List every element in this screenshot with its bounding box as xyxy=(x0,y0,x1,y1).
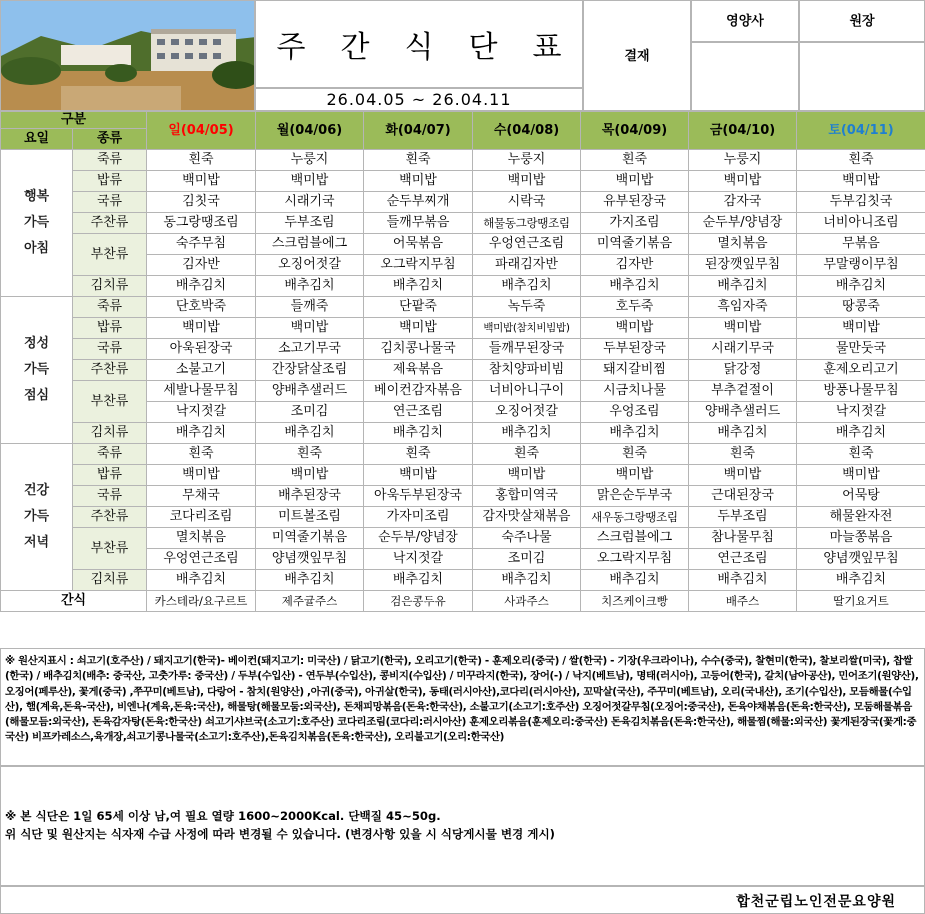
menu-item: 땅콩죽 xyxy=(797,297,925,318)
menu-item: 홍합미역국 xyxy=(473,486,581,507)
menu-item: 배추김치 xyxy=(147,423,256,444)
menu-item: 낙지젓갈 xyxy=(364,549,473,570)
menu-item: 우엉연근조림 xyxy=(147,549,256,570)
menu-item: 백미밥 xyxy=(256,171,364,192)
menu-item: 우엉연근조림 xyxy=(473,234,581,255)
menu-item: 유부된장국 xyxy=(581,192,689,213)
meal-row xyxy=(1,570,925,591)
menu-item: 미역줄기볶음 xyxy=(581,234,689,255)
menu-item: 가자미조림 xyxy=(364,507,473,528)
menu-item: 스크럼블에그 xyxy=(581,528,689,549)
header-photo xyxy=(0,0,255,111)
menu-item: 배추김치 xyxy=(689,423,797,444)
menu-item: 배추김치 xyxy=(797,276,925,297)
title-char: 주 xyxy=(276,30,306,65)
meal-row xyxy=(1,444,925,465)
menu-item: 두부조림 xyxy=(256,213,364,234)
change-note: 위 식단 및 원산지는 식자재 수급 사정에 따라 변경될 수 있습니다. (변경사항 있을 시 식당게시물 변경 게시) xyxy=(5,827,555,841)
menu-item: 흰죽 xyxy=(581,444,689,465)
day-header: 화(04/07) xyxy=(364,112,473,150)
nutrition-note: ※ 본 식단은 1일 65세 이상 남,여 필요 열량 1600~2000Kcal. 단백질 45~50g. xyxy=(5,809,441,823)
title-char: 단 xyxy=(468,30,498,65)
meal-row xyxy=(1,171,925,192)
menu-item: 누룽지 xyxy=(256,150,364,171)
meal-name-line: 건강 xyxy=(23,483,50,498)
menu-item: 백미밥 xyxy=(581,318,689,339)
meal-name-line: 가득 xyxy=(23,509,50,524)
menu-item: 양배추샐러드 xyxy=(689,402,797,423)
snack-item: 제주귤주스 xyxy=(256,591,364,612)
day-header: 목(04/09) xyxy=(581,112,689,150)
category-label: 김치류 xyxy=(73,423,147,444)
day-header: 월(04/06) xyxy=(256,112,364,150)
meal-name-line: 저녁 xyxy=(23,535,50,550)
day-header: 금(04/10) xyxy=(689,112,797,150)
header-group: 구분 xyxy=(1,112,147,129)
menu-item: 배추김치 xyxy=(364,423,473,444)
menu-item: 돼지갈비찜 xyxy=(581,360,689,381)
meal-row xyxy=(1,507,925,528)
category-label: 국류 xyxy=(73,486,147,507)
category-label: 주찬류 xyxy=(73,213,147,234)
meal-row xyxy=(1,192,925,213)
menu-item: 두부김칫국 xyxy=(797,192,925,213)
menu-item: 무말랭이무침 xyxy=(797,255,925,276)
menu-item: 연근조림 xyxy=(689,549,797,570)
header-meal-time: 요일 xyxy=(1,129,73,150)
meal-name-line: 아침 xyxy=(23,241,50,256)
menu-item: 소고기무국 xyxy=(256,339,364,360)
menu-item: 멸치볶음 xyxy=(147,528,256,549)
menu-item: 백미밥 xyxy=(256,318,364,339)
menu-item: 감자맛살채볶음 xyxy=(473,507,581,528)
menu-item: 배추김치 xyxy=(364,570,473,591)
menu-item: 백미밥 xyxy=(797,465,925,486)
menu-item: 백미밥 xyxy=(797,318,925,339)
footer-row xyxy=(0,886,925,914)
category-label: 부찬류 xyxy=(73,234,147,276)
menu-item: 두부조림 xyxy=(689,507,797,528)
menu-item: 베이컨감자볶음 xyxy=(364,381,473,402)
menu-item: 시금치나물 xyxy=(581,381,689,402)
category-label: 주찬류 xyxy=(73,360,147,381)
menu-item: 양념깻잎무침 xyxy=(256,549,364,570)
approval-label: 결재 xyxy=(583,0,691,111)
menu-item: 마늘쫑볶음 xyxy=(797,528,925,549)
menu-item: 순두부/양념장 xyxy=(364,528,473,549)
menu-item: 흰죽 xyxy=(147,150,256,171)
menu-item: 너비아니구이 xyxy=(473,381,581,402)
menu-item: 간장닭살조림 xyxy=(256,360,364,381)
menu-item: 배추된장국 xyxy=(256,486,364,507)
menu-item: 시락국 xyxy=(473,192,581,213)
menu-item: 배추김치 xyxy=(364,276,473,297)
menu-item: 배추김치 xyxy=(581,423,689,444)
menu-item: 배추김치 xyxy=(473,570,581,591)
meal-row xyxy=(1,213,925,234)
menu-item: 배추김치 xyxy=(689,276,797,297)
menu-item: 참치양파비빔 xyxy=(473,360,581,381)
menu-item: 배추김치 xyxy=(147,276,256,297)
menu-item: 흰죽 xyxy=(256,444,364,465)
snack-item: 치즈케이크빵 xyxy=(581,591,689,612)
menu-item: 멸치볶음 xyxy=(689,234,797,255)
menu-item: 된장깻잎무침 xyxy=(689,255,797,276)
meal-row xyxy=(1,465,925,486)
menu-item: 누룽지 xyxy=(689,150,797,171)
menu-item: 무볶음 xyxy=(797,234,925,255)
menu-item: 김칫국 xyxy=(147,192,256,213)
building-illustration xyxy=(1,1,255,111)
menu-item: 배추김치 xyxy=(797,423,925,444)
menu-item: 배추김치 xyxy=(581,276,689,297)
menu-item: 오그락지무침 xyxy=(581,549,689,570)
menu-item: 흰죽 xyxy=(364,444,473,465)
day-header: 토(04/11) xyxy=(797,112,925,150)
header-row-top xyxy=(1,112,925,129)
menu-item: 양배추샐러드 xyxy=(256,381,364,402)
menu-item: 어묵볶음 xyxy=(364,234,473,255)
menu-item: 들깨무된장국 xyxy=(473,339,581,360)
menu-item: 해물완자전 xyxy=(797,507,925,528)
menu-item: 오징어젓갈 xyxy=(256,255,364,276)
title-char: 식 xyxy=(404,30,434,65)
meal-row xyxy=(1,150,925,171)
menu-item: 배추김치 xyxy=(147,570,256,591)
category-label: 죽류 xyxy=(73,297,147,318)
menu-item: 세발나물무침 xyxy=(147,381,256,402)
menu-item: 배추김치 xyxy=(256,423,364,444)
meal-name-line: 가득 xyxy=(23,215,50,230)
menu-item: 누룽지 xyxy=(473,150,581,171)
meal-row xyxy=(1,486,925,507)
category-label: 죽류 xyxy=(73,444,147,465)
menu-item: 새우동그랑땡조림 xyxy=(581,507,689,528)
menu-item: 부추겉절이 xyxy=(689,381,797,402)
menu-item: 연근조림 xyxy=(364,402,473,423)
meal-row xyxy=(1,528,925,549)
menu-item: 오그락지무침 xyxy=(364,255,473,276)
menu-item: 김자반 xyxy=(147,255,256,276)
director-label: 원장 xyxy=(799,0,925,42)
nutritionist-label: 영양사 xyxy=(691,0,799,42)
menu-item: 코다리조림 xyxy=(147,507,256,528)
category-label: 김치류 xyxy=(73,276,147,297)
menu-item: 백미밥 xyxy=(473,465,581,486)
menu-item: 배추김치 xyxy=(256,276,364,297)
origin-notice: ※ 원산지표시 : 쇠고기(호주산) / 돼지고기(한국)- 베이컨(돼지고기: 미국산) / 닭고기(한국), 오리고기(한국) - 훈제오리(중국) / 쌀(한국) - 기장(우크라이나), 수수(중국), 찰현미(한국), 찰보리쌀(미국), 찹쌀(한국) / 배추김치(배추: 중국산, 고춧가루: 중국산) / 두부(수입산) - 연두부(수입산), 콩비지(수입산) / 미꾸라지(한국), 장어(-) / 낙지(베트남), 명태(러시아), 고등어(한국), 갈치(남아공산), 민어조기(원양산), 오징어(페루산), 꽃게(중국) ,쭈꾸미(베트남), 다랑어 - 참치(원양산) ,아귀(중국), 아귀살(한국), 동태(러시아산),코다리(러시아산), 꼬막살(국산), 주꾸미(베트남), 오리(국내산), 조기(수입산), 모듬해물(수입산), 햄(계육,돈육-국산), 비엔나(계육,돈육:국산), 해물탕(해물모둠:외국산), 돈채피망볶음(돈육:한국산), 소불고기(소고기:호주산) 오징어젓갈무침(오징어:중국산), 돈육야채볶음(돈육:한국산), 모둠해물볶음(해물모듬:외국산), 돈육감자탕(돈육:한국산) 쇠고기샤브국(소고기:호주산) 코다리조림(코다리:러시아산) 훈제오리볶음(훈제오리:중국산) 돈육김치볶음(돈육:한국산), 해물찜(해물:외국산) 꽃게된장국(꽃게:중국산) 비프카레소스,육개장,쇠고기콩나물국(소고기:호주산),돈육김치볶음(돈육:한국산), 오리불고기(오리:한국산) xyxy=(0,648,925,766)
meal-name-line: 정성 xyxy=(23,336,50,351)
menu-item: 소불고기 xyxy=(147,360,256,381)
menu-item: 두부된장국 xyxy=(581,339,689,360)
meal-name-line: 가득 xyxy=(23,362,50,377)
menu-item: 순두부찌개 xyxy=(364,192,473,213)
meal-name xyxy=(1,297,73,444)
title-char: 간 xyxy=(340,30,370,65)
snack-row xyxy=(1,591,925,612)
meal-row xyxy=(1,360,925,381)
title-box xyxy=(255,0,583,88)
menu-item: 단팥죽 xyxy=(364,297,473,318)
menu-item: 김자반 xyxy=(581,255,689,276)
menu-item: 백미밥 xyxy=(147,465,256,486)
menu-item: 배추김치 xyxy=(256,570,364,591)
menu-item: 우엉조림 xyxy=(581,402,689,423)
menu-item: 낙지젓갈 xyxy=(147,402,256,423)
menu-item: 어묵탕 xyxy=(797,486,925,507)
meal-name xyxy=(1,444,73,591)
menu-item: 스크럼블에그 xyxy=(256,234,364,255)
menu-item: 맑은순두부국 xyxy=(581,486,689,507)
snack-item: 배주스 xyxy=(689,591,797,612)
menu-item: 방풍나물무침 xyxy=(797,381,925,402)
category-label: 국류 xyxy=(73,339,147,360)
menu-item: 참나물무침 xyxy=(689,528,797,549)
menu-item: 시래기무국 xyxy=(689,339,797,360)
snack-item: 카스테라/요구르트 xyxy=(147,591,256,612)
meal-row xyxy=(1,318,925,339)
menu-item: 제육볶음 xyxy=(364,360,473,381)
day-header: 일(04/05) xyxy=(147,112,256,150)
menu-item: 순두부/양념장 xyxy=(689,213,797,234)
menu-item: 백미밥 xyxy=(581,171,689,192)
menu-item: 배추김치 xyxy=(581,570,689,591)
snack-item: 사과주스 xyxy=(473,591,581,612)
nutritionist-sign-box xyxy=(691,42,799,111)
menu-item: 조미김 xyxy=(473,549,581,570)
menu-item: 배추김치 xyxy=(689,570,797,591)
meal-row xyxy=(1,423,925,444)
meal-row xyxy=(1,381,925,402)
menu-item: 감자국 xyxy=(689,192,797,213)
menu-item: 단호박죽 xyxy=(147,297,256,318)
menu-item: 백미밥(참치비빔밥) xyxy=(473,318,581,339)
menu-item: 오징어젓갈 xyxy=(473,402,581,423)
menu-item: 조미김 xyxy=(256,402,364,423)
menu-item: 녹두죽 xyxy=(473,297,581,318)
menu-item: 백미밥 xyxy=(581,465,689,486)
title-char: 표 xyxy=(532,30,562,65)
menu-item: 백미밥 xyxy=(364,465,473,486)
category-label: 부찬류 xyxy=(73,381,147,423)
category-label: 밥류 xyxy=(73,318,147,339)
menu-item: 훈제오리고기 xyxy=(797,360,925,381)
menu-item: 백미밥 xyxy=(689,171,797,192)
date-range: 26.04.05 ~ 26.04.11 xyxy=(255,88,583,111)
category-label: 국류 xyxy=(73,192,147,213)
category-label: 김치류 xyxy=(73,570,147,591)
menu-item: 시래기국 xyxy=(256,192,364,213)
menu-item: 미역줄기볶음 xyxy=(256,528,364,549)
menu-item: 낙지젓갈 xyxy=(797,402,925,423)
page-title xyxy=(277,22,562,66)
menu-item: 흰죽 xyxy=(473,444,581,465)
menu-item: 가지조림 xyxy=(581,213,689,234)
menu-item: 흰죽 xyxy=(147,444,256,465)
menu-item: 미트볼조림 xyxy=(256,507,364,528)
nutrition-note-box xyxy=(0,766,925,886)
menu-item: 백미밥 xyxy=(364,171,473,192)
menu-item: 파래김자반 xyxy=(473,255,581,276)
meal-name-line: 점심 xyxy=(23,388,50,403)
category-label: 주찬류 xyxy=(73,507,147,528)
meal-name-line: 행복 xyxy=(23,189,50,204)
menu-item: 백미밥 xyxy=(689,465,797,486)
menu-item: 양념깻잎무침 xyxy=(797,549,925,570)
menu-item: 흰죽 xyxy=(689,444,797,465)
snack-label: 간식 xyxy=(1,591,147,612)
menu-item: 닭강정 xyxy=(689,360,797,381)
meal-row xyxy=(1,297,925,318)
menu-item: 흑임자죽 xyxy=(689,297,797,318)
category-label: 부찬류 xyxy=(73,528,147,570)
menu-item: 흰죽 xyxy=(797,150,925,171)
menu-item: 숙주나물 xyxy=(473,528,581,549)
menu-item: 숙주무침 xyxy=(147,234,256,255)
menu-item: 흰죽 xyxy=(581,150,689,171)
menu-item: 백미밥 xyxy=(473,171,581,192)
menu-item: 무채국 xyxy=(147,486,256,507)
menu-item: 너비아니조림 xyxy=(797,213,925,234)
director-sign-box xyxy=(799,42,925,111)
snack-item: 검은콩두유 xyxy=(364,591,473,612)
menu-item: 백미밥 xyxy=(797,171,925,192)
menu-item: 배추김치 xyxy=(473,423,581,444)
menu-item: 동그랑땡조림 xyxy=(147,213,256,234)
day-header: 수(04/08) xyxy=(473,112,581,150)
menu-table xyxy=(0,111,925,612)
menu-item: 근대된장국 xyxy=(689,486,797,507)
menu-item: 배추김치 xyxy=(473,276,581,297)
facility-name: 합천군립노인전문요양원 xyxy=(736,894,896,910)
menu-item: 김치콩나물국 xyxy=(364,339,473,360)
menu-item: 백미밥 xyxy=(689,318,797,339)
menu-item: 백미밥 xyxy=(256,465,364,486)
meal-row xyxy=(1,276,925,297)
menu-item: 호두죽 xyxy=(581,297,689,318)
menu-item: 흰죽 xyxy=(797,444,925,465)
category-label: 밥류 xyxy=(73,465,147,486)
menu-item: 해물동그랑땡조림 xyxy=(473,213,581,234)
menu-item: 백미밥 xyxy=(147,171,256,192)
snack-item: 딸기요거트 xyxy=(797,591,925,612)
menu-item: 아욱두부된장국 xyxy=(364,486,473,507)
category-label: 밥류 xyxy=(73,171,147,192)
menu-item: 흰죽 xyxy=(364,150,473,171)
menu-item: 들깨무볶음 xyxy=(364,213,473,234)
meal-row xyxy=(1,339,925,360)
menu-item: 배추김치 xyxy=(797,570,925,591)
category-label: 죽류 xyxy=(73,150,147,171)
menu-item: 들깨죽 xyxy=(256,297,364,318)
menu-item: 백미밥 xyxy=(147,318,256,339)
menu-item: 백미밥 xyxy=(364,318,473,339)
meal-name xyxy=(1,150,73,297)
header-category: 종류 xyxy=(73,129,147,150)
menu-item: 아욱된장국 xyxy=(147,339,256,360)
meal-row xyxy=(1,234,925,255)
menu-item: 물만둣국 xyxy=(797,339,925,360)
